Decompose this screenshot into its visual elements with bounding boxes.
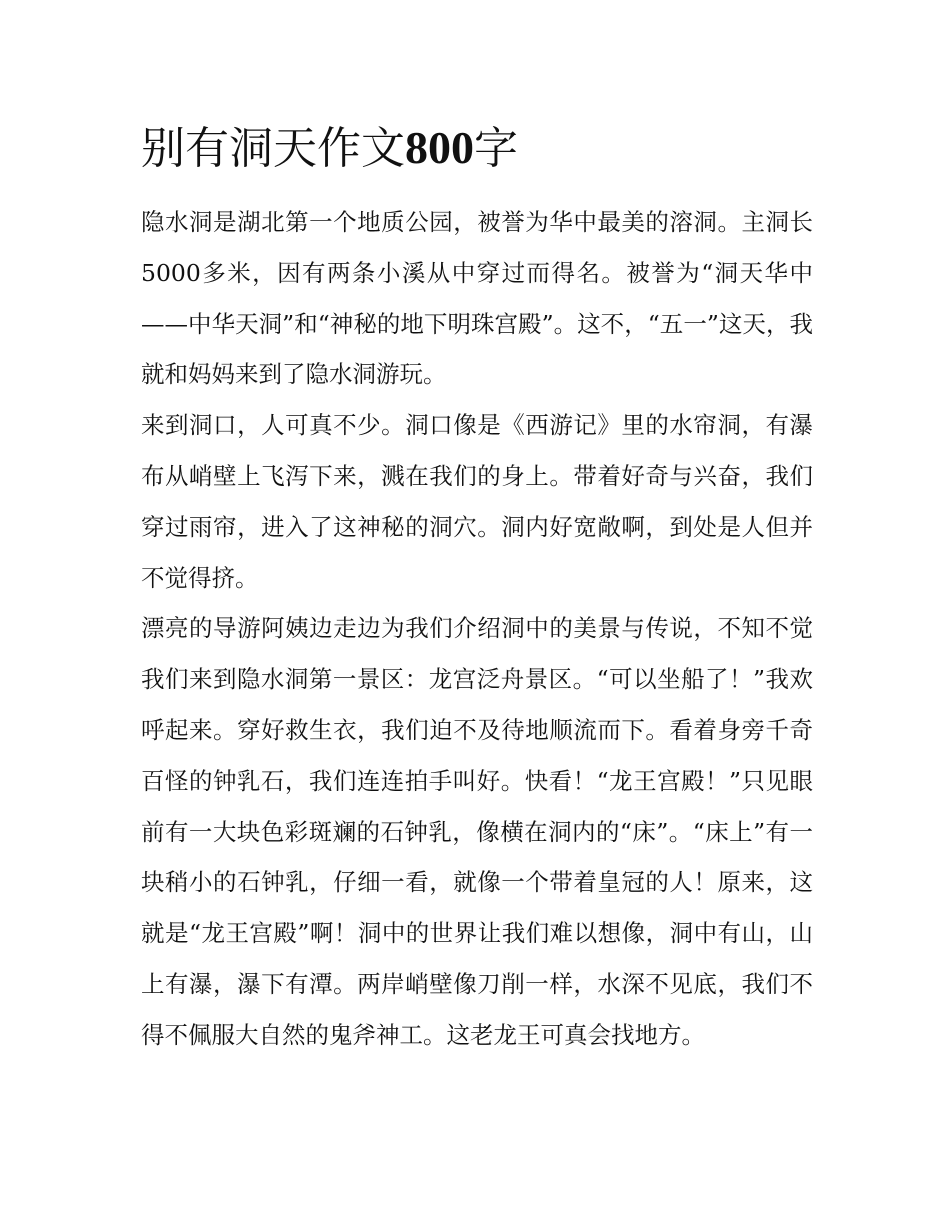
page-title <box>141 118 813 179</box>
paragraph-3: 漂亮的导游阿姨边走边为我们介绍洞中的美景与传说，不知不觉我们来到隐水洞第一景区：龙宫泛舟景区。“可以坐船了！”我欢呼起来。穿好救生衣，我们迫不及待地顺流而下。看着身旁千奇百怪的钟乳石，我们连连拍手叫好。快看！“龙王宫殿！”只见眼前有一大块色彩斑斓的石钟乳，像横在洞内的“床”。“床上”有一块稍小的石钟乳，仔细一看，就像一个带着皇冠的人！原来，这就是“龙王宫殿”啊！洞中的世界让我们难以想像，洞中有山，山上有瀑，瀑下有潭。两岸峭壁像刀削一样，水深不见底，我们不得不佩服大自然的鬼斧神工。这老龙王可真会找地方。 <box>141 614 813 1049</box>
title-number: 800 <box>405 122 474 173</box>
article <box>141 118 813 1061</box>
title-main: 别有洞天作文 <box>141 123 405 174</box>
paragraph-2: 来到洞口，人可真不少。洞口像是《西游记》里的水帘洞，有瀑布从峭壁上飞泻下来，溅在我们的身上。带着好奇与兴奋，我们穿过雨帘，进入了这神秘的洞穴。洞内好宽敞啊，到处是人但并不觉得挤。 <box>141 411 813 592</box>
paragraph-1: 隐水洞是湖北第一个地质公园，被誉为华中最美的溶洞。主洞长5000多米，因有两条小溪从中穿过而得名。被誉为“洞天华中——中华天洞”和“神秘的地下明珠宫殿”。这不，“五一”这天，我就和妈妈来到了隐水洞游玩。 <box>141 208 813 389</box>
title-suffix: 字 <box>474 123 518 174</box>
